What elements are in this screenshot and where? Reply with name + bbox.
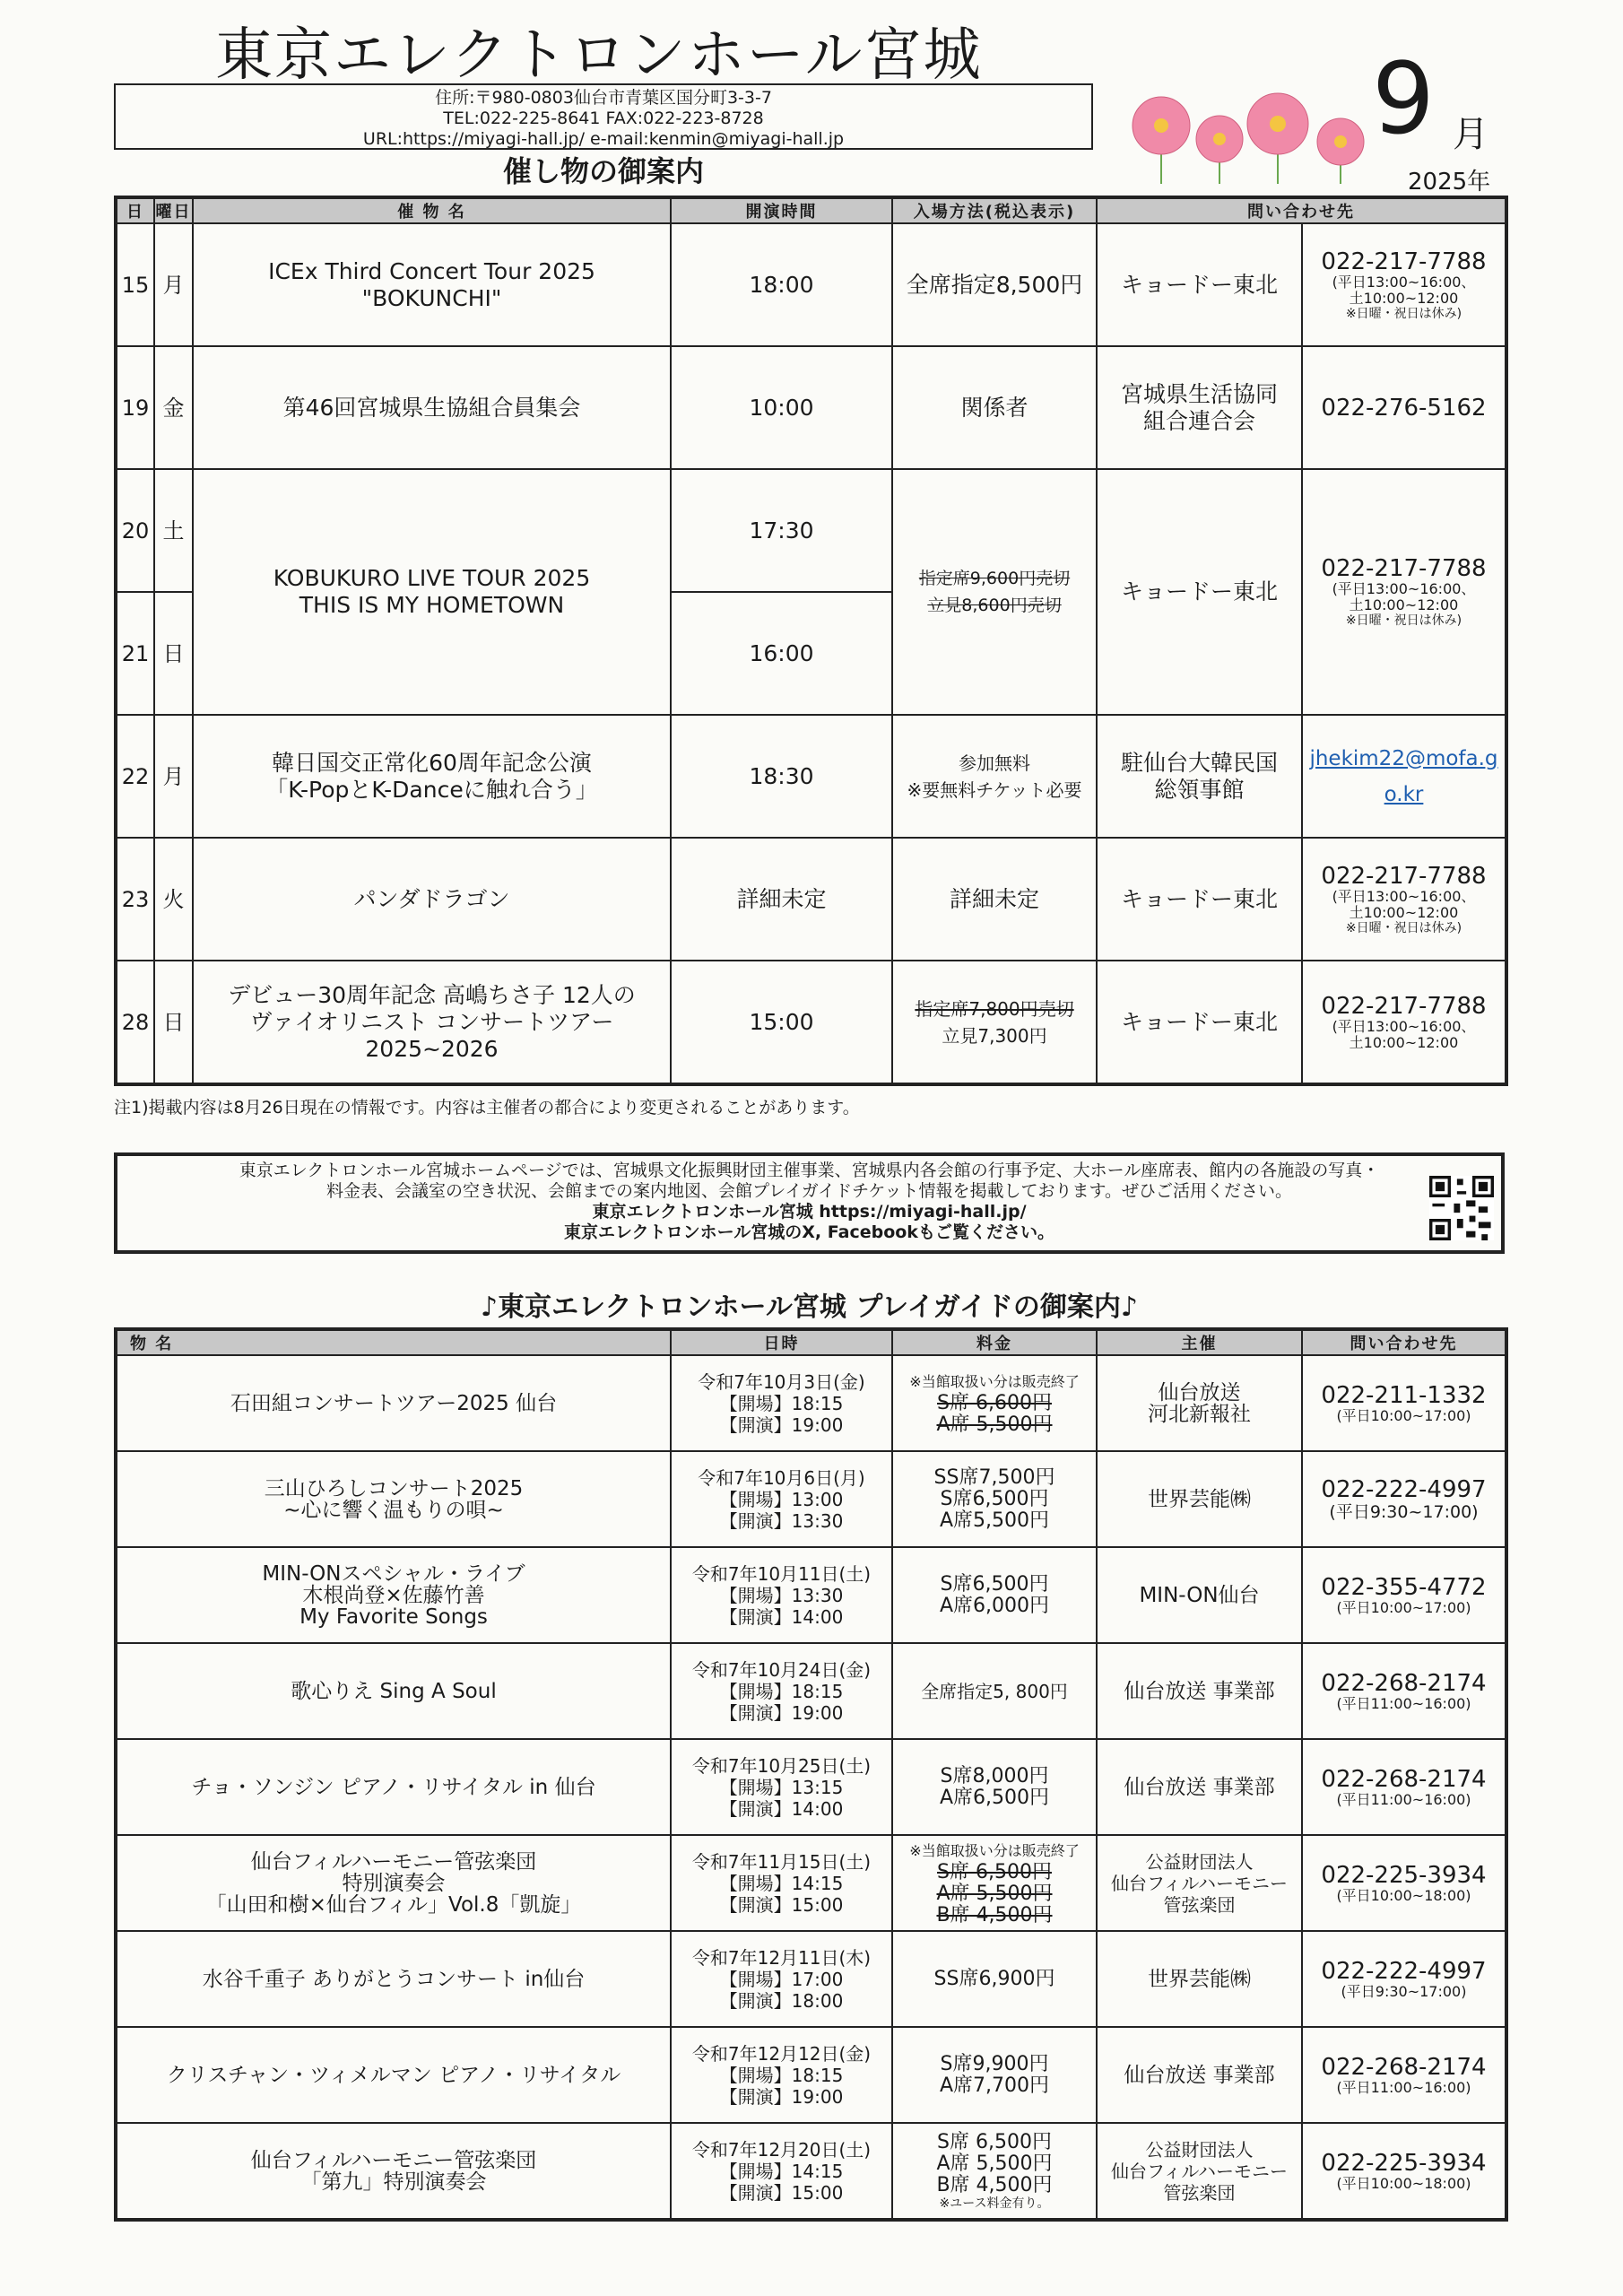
guide-phone: 022-222-4997 — [1321, 1957, 1487, 1985]
guide-organizer: 仙台放送 事業部 — [1097, 2027, 1302, 2123]
guide-inquiry — [1302, 2123, 1506, 2220]
event-hours: (平日13:00~16:00、 — [1332, 887, 1476, 905]
event-entry — [892, 961, 1097, 1084]
guide-date: 令和7年10月11日(土) — [691, 1562, 872, 1585]
event-phone: 022-276-5162 — [1321, 394, 1487, 422]
guide-start: 【開演】19:00 — [719, 2085, 844, 2108]
event-entry-line2: 立見8,600円売切 — [927, 596, 1062, 615]
table-row — [116, 2027, 1506, 2123]
event-entry-line2: 立見7,300円 — [942, 1024, 1047, 1047]
footnote: 注1)掲載内容は8月26日現在の情報です。内容は主催者の都合により変更されることがあります。 — [114, 1098, 860, 1118]
guide-phone: 022-268-2174 — [1321, 2053, 1487, 2081]
price-line: A席6,000円 — [939, 1594, 1050, 1617]
event-organizer-line2: 総領事館 — [1154, 776, 1245, 803]
guide-title-line: 仙台フィルハーモニー管弦楽団 — [250, 2148, 537, 2172]
guide-organizer — [1097, 2123, 1302, 2220]
email-link-continued[interactable]: o.kr — [1384, 782, 1424, 806]
guide-organizer: MIN-ON仙台 — [1097, 1547, 1302, 1643]
col-contact: 問い合わせ先 — [1097, 197, 1506, 223]
guide-price — [892, 2123, 1097, 2220]
guide-price — [892, 1835, 1097, 1931]
price-line: S席6,500円 — [940, 1487, 1049, 1510]
guide-open: 【開場】14:15 — [719, 1872, 844, 1894]
organizer-line: 公益財団法人 — [1145, 1850, 1254, 1873]
guide-start: 【開演】14:00 — [719, 1797, 844, 1820]
month-word: 月 — [1453, 114, 1488, 155]
event-entry: 詳細未定 — [892, 838, 1097, 961]
event-name-line1: ICEx Third Concert Tour 2025 — [268, 257, 595, 284]
organizer-line: 河北新報社 — [1148, 1402, 1251, 1426]
info-line: 東京エレクトロンホール宮城ホームページでは、宮城県文化振興財団主催事業、宮城県内各会館の行事予定、大ホール座席表、館内の各施設の写真・ — [239, 1161, 1380, 1180]
event-dow: 日 — [154, 961, 193, 1084]
event-time: 10:00 — [671, 346, 892, 469]
guide-datetime — [671, 1739, 892, 1835]
guide-organizer: 世界芸能㈱ — [1097, 1451, 1302, 1547]
event-hours: 土10:00~12:00 — [1349, 596, 1459, 613]
guide-title — [116, 1451, 671, 1547]
address: 住所:〒980-0803仙台市青葉区国分町3-3-7 — [435, 88, 772, 108]
guide-start: 【開演】15:00 — [719, 2181, 844, 2204]
price-line: A席 5,500円 — [936, 2152, 1053, 2175]
guide-datetime — [671, 1931, 892, 2027]
table-row — [116, 346, 1506, 469]
organizer-line: 管弦楽団 — [1163, 2181, 1236, 2204]
guide-inquiry — [1302, 1451, 1506, 1547]
guide-phone: 022-268-2174 — [1321, 1669, 1487, 1697]
event-day: 23 — [116, 838, 154, 961]
event-entry: 全席指定8,500円 — [892, 223, 1097, 346]
price-line: A席6,500円 — [939, 1786, 1050, 1809]
organizer-line: 仙台フィルハーモニー — [1111, 1872, 1288, 1894]
guide-open: 【開場】13:30 — [719, 1584, 844, 1606]
table-row — [116, 469, 1506, 592]
page-title: 東京エレクトロンホール宮城 — [215, 22, 983, 89]
guide-hours: (平日10:00~18:00) — [1336, 1886, 1471, 1904]
guide-organizer — [1097, 1835, 1302, 1931]
guide-open: 【開場】13:00 — [719, 1488, 844, 1510]
info-sns: 東京エレクトロンホール宮城のX, Facebookもご覧ください。 — [564, 1222, 1055, 1242]
col-inquiry: 問い合わせ先 — [1302, 1329, 1506, 1355]
price-note: ※当館取扱い分は販売終了 — [909, 1841, 1080, 1859]
col-start-time: 開演時間 — [671, 197, 892, 223]
event-dow: 月 — [154, 715, 193, 838]
event-time: 15:00 — [671, 961, 892, 1084]
table-row — [116, 223, 1506, 346]
guide-date: 令和7年10月3日(金) — [698, 1370, 865, 1393]
event-hours-note: ※日曜・祝日は休み) — [1345, 920, 1462, 935]
event-organizer-line2: 組合連合会 — [1142, 407, 1255, 434]
guide-date: 令和7年12月12日(金) — [691, 2042, 872, 2065]
event-phone: 022-217-7788 — [1321, 555, 1487, 582]
guide-organizer: 世界芸能㈱ — [1097, 1931, 1302, 2027]
guide-title-line: 木根尚登×佐藤竹善 — [302, 1583, 485, 1607]
guide-inquiry — [1302, 1547, 1506, 1643]
year: 2025年 — [1408, 169, 1491, 196]
guide-price — [892, 2027, 1097, 2123]
event-organizer — [1097, 346, 1302, 469]
guide-start: 【開演】14:00 — [719, 1605, 844, 1628]
event-name-line2: "BOKUNCHI" — [361, 284, 502, 311]
guide-hours: (平日10:00~18:00) — [1336, 2174, 1471, 2192]
col-price: 料金 — [892, 1329, 1097, 1355]
events-header-row — [116, 197, 1506, 223]
guide-start: 【開演】18:00 — [719, 1989, 844, 2012]
organizer-line: 仙台フィルハーモニー — [1111, 2160, 1288, 2182]
event-phone: 022-217-7788 — [1321, 248, 1487, 275]
event-contact — [1302, 961, 1506, 1084]
guide-start: 【開演】15:00 — [719, 1893, 844, 1916]
guide-datetime — [671, 2027, 892, 2123]
guide-title: チョ・ソンジン ピアノ・リサイタル in 仙台 — [116, 1739, 671, 1835]
event-time: 18:00 — [671, 223, 892, 346]
guide-datetime — [671, 1643, 892, 1739]
price-line: S席 6,600円 — [937, 1391, 1052, 1414]
event-dow: 月 — [154, 223, 193, 346]
col-entry: 入場方法(税込表示) — [892, 197, 1097, 223]
event-day: 19 — [116, 346, 154, 469]
table-row — [116, 1547, 1506, 1643]
event-day: 15 — [116, 223, 154, 346]
event-day: 20 — [116, 469, 154, 592]
event-name-line2: ヴァイオリニスト コンサートツアー 2025~2026 — [249, 1008, 614, 1062]
col-event-name: 催 物 名 — [193, 197, 671, 223]
event-entry — [892, 715, 1097, 838]
price-line: B席 4,500円 — [936, 2173, 1053, 2196]
guide-inquiry — [1302, 1643, 1506, 1739]
event-dow: 火 — [154, 838, 193, 961]
event-time: 16:00 — [671, 592, 892, 715]
guide-phone: 022-211-1332 — [1321, 1381, 1487, 1409]
guide-open: 【開場】17:00 — [719, 1968, 844, 1990]
guide-title-line: My Favorite Songs — [299, 1605, 488, 1629]
event-name-line1: KOBUKURO LIVE TOUR 2025 — [273, 565, 591, 591]
event-contact — [1302, 715, 1506, 838]
organizer-line: 仙台放送 — [1158, 1380, 1241, 1405]
price-line: S席9,900円 — [940, 2052, 1049, 2075]
event-contact — [1302, 838, 1506, 961]
event-contact — [1302, 346, 1506, 469]
event-name-line2: THIS IS MY HOMETOWN — [299, 592, 565, 618]
price-note: ※ユース料金有り。 — [939, 2196, 1050, 2211]
guide-date: 令和7年11月15日(土) — [691, 1850, 872, 1873]
event-name-line2: 「K-PopとK-Danceに触れ合う」 — [265, 776, 598, 803]
event-phone: 022-217-7788 — [1321, 862, 1487, 890]
tel-fax: TEL:022-225-8641 FAX:022-223-8728 — [443, 109, 764, 128]
guide-inquiry — [1302, 1355, 1506, 1451]
col-day: 日 — [116, 197, 154, 223]
events-table — [114, 196, 1508, 1086]
price-line: S席6,500円 — [940, 1572, 1049, 1596]
guide-organizer: 仙台放送 事業部 — [1097, 1739, 1302, 1835]
email-link[interactable]: jhekim22@mofa.g — [1309, 746, 1498, 770]
guide-date: 令和7年12月20日(土) — [691, 2138, 872, 2161]
guide-open: 【開場】18:15 — [719, 1392, 844, 1414]
guide-phone: 022-268-2174 — [1321, 1765, 1487, 1793]
col-title: 物 名 — [116, 1329, 671, 1355]
event-name — [193, 961, 671, 1084]
event-organizer-line1: 駐仙台大韓民国 — [1120, 749, 1278, 776]
event-entry-line2: ※要無料チケット必要 — [907, 778, 1082, 801]
info-line: 料金表、会議室の空き状況、会館までの案内地図、会館プレイガイドチケット情報を掲載しております。ぜひご活用ください。 — [326, 1181, 1292, 1201]
table-row — [116, 961, 1506, 1084]
guide-title — [116, 1547, 671, 1643]
guide-price — [892, 1451, 1097, 1547]
price-line: A席 5,500円 — [936, 1882, 1053, 1905]
event-day: 28 — [116, 961, 154, 1084]
price-line: S席8,000円 — [940, 1764, 1049, 1787]
guide-phone: 022-225-3934 — [1321, 1861, 1487, 1889]
price-note: ※当館取扱い分は販売終了 — [909, 1372, 1080, 1390]
guide-date: 令和7年10月24日(金) — [691, 1658, 872, 1681]
event-dow: 金 — [154, 346, 193, 469]
guide-open: 【開場】14:15 — [719, 2160, 844, 2182]
event-name-line1: 韓日国交正常化60周年記念公演 — [272, 749, 592, 776]
cosmos-flowers-illustration — [1125, 90, 1367, 188]
guide-title — [116, 2123, 671, 2220]
guide-price — [892, 1547, 1097, 1643]
guide-hours: (平日9:30~17:00) — [1341, 1982, 1467, 2000]
guide-price: SS席6,900円 — [892, 1931, 1097, 2027]
event-dow: 日 — [154, 592, 193, 715]
guide-organizer — [1097, 1355, 1302, 1451]
col-datetime: 日時 — [671, 1329, 892, 1355]
event-time: 詳細未定 — [671, 838, 892, 961]
price-line: SS席7,500円 — [933, 1465, 1055, 1489]
event-name: パンダドラゴン — [193, 838, 671, 961]
guide-date: 令和7年10月6日(月) — [698, 1466, 865, 1489]
col-organizer: 主催 — [1097, 1329, 1302, 1355]
event-phone: 022-217-7788 — [1321, 992, 1487, 1020]
guide-datetime — [671, 1451, 892, 1547]
event-hours: (平日13:00~16:00、 — [1332, 1017, 1476, 1035]
price-line: S席 6,500円 — [937, 1860, 1052, 1883]
guide-inquiry — [1302, 2027, 1506, 2123]
guide-phone: 022-225-3934 — [1321, 2149, 1487, 2177]
price-line: S席 6,500円 — [937, 2130, 1052, 2153]
event-entry-line1: 指定席9,600円売切 — [918, 569, 1071, 588]
month-number: 9 — [1372, 41, 1435, 156]
info-url[interactable]: 東京エレクトロンホール宮城 https://miyagi-hall.jp/ — [592, 1202, 1027, 1222]
table-row — [116, 1835, 1506, 1931]
event-entry-line1: 参加無料 — [959, 752, 1030, 774]
guide-price — [892, 1355, 1097, 1451]
table-row — [116, 1931, 1506, 2027]
guide-date: 令和7年12月11日(木) — [691, 1946, 872, 1969]
event-name-line1: デビュー30周年記念 高嶋ちさ子 12人の — [228, 981, 636, 1008]
guide-header-row — [116, 1329, 1506, 1355]
guide-inquiry — [1302, 1835, 1506, 1931]
table-row — [116, 2123, 1506, 2220]
event-hours-note: ※日曜・祝日は休み) — [1345, 613, 1462, 628]
guide-hours: (平日11:00~16:00) — [1336, 2078, 1471, 2096]
guide-datetime — [671, 1835, 892, 1931]
events-section-title: 催し物の御案内 — [502, 154, 704, 188]
guide-price: 全席指定5, 800円 — [892, 1643, 1097, 1739]
guide-inquiry — [1302, 1931, 1506, 2027]
guide-title: クリスチャン・ツィメルマン ピアノ・リサイタル — [116, 2027, 671, 2123]
guide-title-line: 「山田和樹×仙台フィル」Vol.8「凱旋」 — [205, 1892, 582, 1917]
table-row — [116, 1739, 1506, 1835]
event-name — [193, 469, 671, 715]
organizer-line: 公益財団法人 — [1145, 2138, 1254, 2161]
organizer-line: 管弦楽団 — [1163, 1893, 1236, 1916]
event-hours-note: ※日曜・祝日は休み) — [1345, 306, 1462, 321]
guide-datetime — [671, 1355, 892, 1451]
guide-open: 【開場】13:15 — [719, 1776, 844, 1798]
table-row — [116, 1451, 1506, 1547]
guide-start: 【開演】19:00 — [719, 1701, 844, 1724]
event-entry — [892, 469, 1097, 715]
event-time: 18:30 — [671, 715, 892, 838]
guide-datetime — [671, 2123, 892, 2220]
guide-open: 【開場】18:15 — [719, 2064, 844, 2086]
event-hours: 土10:00~12:00 — [1349, 1033, 1459, 1051]
table-row — [116, 715, 1506, 838]
url-email: URL:https://miyagi-hall.jp/ e-mail:kenmin@miyagi-hall.jp — [362, 129, 845, 149]
event-name — [193, 223, 671, 346]
playguide-table — [114, 1327, 1508, 2222]
guide-organizer: 仙台放送 事業部 — [1097, 1643, 1302, 1739]
guide-date: 令和7年10月25日(土) — [691, 1754, 872, 1777]
guide-hours: (平日10:00~17:00) — [1336, 1406, 1471, 1424]
event-dow: 土 — [154, 469, 193, 592]
guide-hours: (平日11:00~16:00) — [1336, 1790, 1471, 1808]
guide-title-line: 「第九」特別演奏会 — [300, 2170, 487, 2194]
event-organizer: キョードー東北 — [1097, 469, 1302, 715]
event-time: 17:30 — [671, 469, 892, 592]
address-box — [114, 83, 1093, 150]
price-line: A席 5,500円 — [936, 1413, 1053, 1436]
table-row — [116, 838, 1506, 961]
event-organizer: キョードー東北 — [1097, 223, 1302, 346]
event-organizer: キョードー東北 — [1097, 961, 1302, 1084]
guide-hours: (平日11:00~16:00) — [1336, 1694, 1471, 1712]
event-hours: (平日13:00~16:00、 — [1332, 580, 1476, 597]
event-day: 22 — [116, 715, 154, 838]
guide-title-line: MIN-ONスペシャル・ライブ — [262, 1561, 525, 1586]
guide-title-line: 仙台フィルハーモニー管弦楽団 — [250, 1849, 537, 1874]
price-line: A席5,500円 — [939, 1509, 1050, 1532]
guide-title — [116, 1355, 671, 1451]
guide-start: 【開演】19:00 — [719, 1413, 844, 1436]
website-info-box — [114, 1152, 1505, 1254]
guide-datetime — [671, 1547, 892, 1643]
guide-phone: 022-222-4997 — [1321, 1475, 1487, 1503]
event-name: 第46回宮城県生協組合員集会 — [193, 346, 671, 469]
event-contact — [1302, 223, 1506, 346]
event-entry-line1: 指定席7,800円売切 — [915, 997, 1074, 1020]
guide-start: 【開演】13:30 — [719, 1509, 844, 1532]
guide-inquiry — [1302, 1739, 1506, 1835]
guide-title — [116, 1835, 671, 1931]
guide-hours: (平日10:00~17:00) — [1336, 1598, 1471, 1616]
guide-open: 【開場】18:15 — [719, 1680, 844, 1702]
table-row — [116, 1355, 1506, 1451]
guide-title-line: 石田組コンサートツアー2025 仙台 — [230, 1391, 558, 1415]
guide-phone: 022-355-4772 — [1321, 1573, 1487, 1601]
qr-code-icon[interactable] — [1429, 1176, 1494, 1240]
event-organizer-line1: 宮城県生活協同 — [1120, 380, 1278, 407]
event-day: 21 — [116, 592, 154, 715]
col-dow: 曜日 — [154, 197, 193, 223]
guide-price — [892, 1739, 1097, 1835]
event-hours: (平日13:00~16:00、 — [1332, 273, 1476, 291]
price-line: A席7,700円 — [939, 2074, 1050, 2097]
guide-section-title: ♪東京エレクトロンホール宮城 プレイガイドの御案内♪ — [480, 1292, 1139, 1323]
price-line: B席 4,500円 — [936, 1903, 1053, 1926]
event-name — [193, 715, 671, 838]
table-row — [116, 1643, 1506, 1739]
guide-hours: (平日9:30~17:00) — [1329, 1501, 1479, 1522]
event-hours: 土10:00~12:00 — [1349, 289, 1459, 307]
guide-title: 水谷千重子 ありがとうコンサート in仙台 — [116, 1931, 671, 2027]
event-organizer — [1097, 715, 1302, 838]
guide-title: 歌心りえ Sing A Soul — [116, 1643, 671, 1739]
event-entry: 関係者 — [892, 346, 1097, 469]
event-hours: 土10:00~12:00 — [1349, 903, 1459, 921]
event-contact — [1302, 469, 1506, 715]
guide-title-line: 特別演奏会 — [342, 1871, 446, 1895]
guide-title-line: 三山ひろしコンサート2025 — [264, 1476, 524, 1500]
guide-title-line: ~心に響く温もりの唄~ — [283, 1498, 504, 1522]
event-organizer: キョードー東北 — [1097, 838, 1302, 961]
